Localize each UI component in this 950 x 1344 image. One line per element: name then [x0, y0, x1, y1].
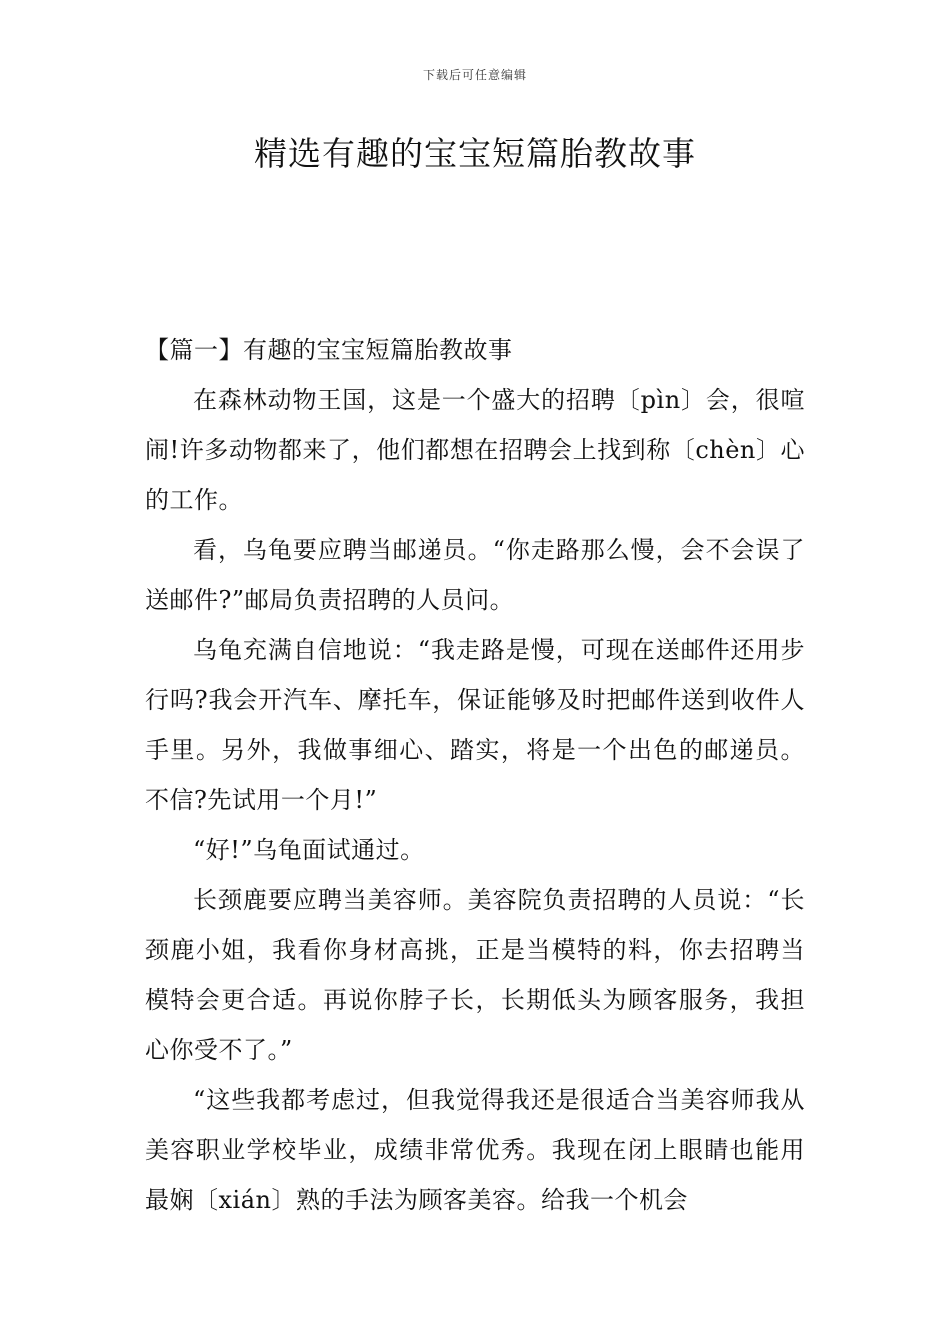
paragraph: 长颈鹿要应聘当美容师。美容院负责招聘的人员说：“长颈鹿小姐，我看你身材高挑，正是当模特的料，你去招聘当模特会更合适。再说你脖子长，长期低头为顾客服务，我担心你受不了。”: [145, 886, 805, 1064]
paragraph: 看，乌龟要应聘当邮递员。“你走路那么慢，会不会误了送邮件?”邮局负责招聘的人员问。: [145, 536, 805, 614]
paragraph: 乌龟充满自信地说：“我走路是慢，可现在送邮件还用步行吗?我会开汽车、摩托车，保证能够及时把邮件送到收件人手里。另外，我做事细心、踏实，将是一个出色的邮递员。不信?先试用一个月!”: [145, 636, 805, 814]
paragraph: “好!”乌龟面试通过。: [193, 836, 425, 864]
paragraph: “这些我都考虑过，但我觉得我还是很适合当美容师我从美容职业学校毕业，成绩非常优秀。我现在闭上眼睛也能用最娴〔xián〕熟的手法为顾客美容。给我一个机会: [145, 1086, 805, 1214]
document-body: [145, 325, 805, 1225]
paragraph: 在森林动物王国，这是一个盛大的招聘〔pìn〕会，很喧闹!许多动物都来了，他们都想在招聘会上找到称〔chèn〕心的工作。: [145, 386, 805, 514]
section-heading: 【篇一】有趣的宝宝短篇胎教故事: [145, 336, 513, 364]
document-title: 精选有趣的宝宝短篇胎教故事: [254, 134, 696, 173]
header-note: 下载后可任意编辑: [422, 68, 527, 82]
